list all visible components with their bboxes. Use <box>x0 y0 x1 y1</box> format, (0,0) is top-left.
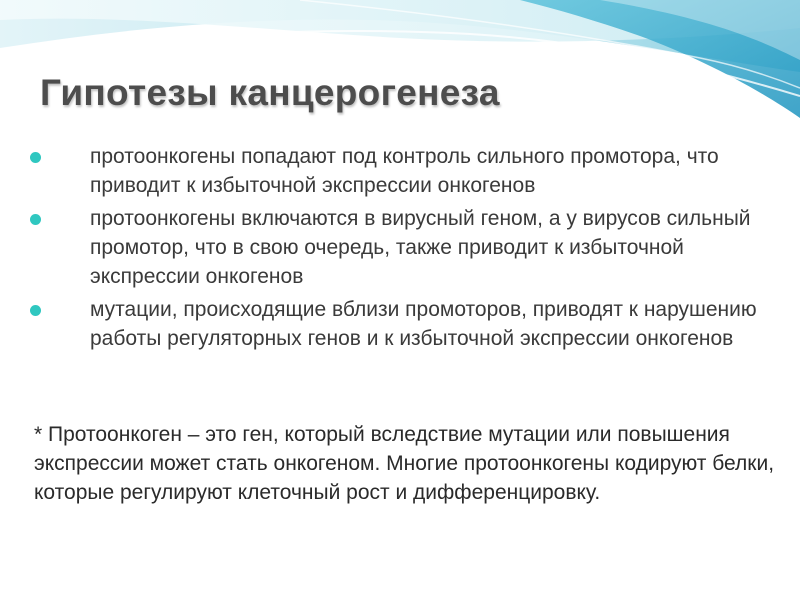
bullet-text: мутации, происходящие вблизи промоторов, приводят к нарушению работы регуляторных генов и к избыточной экспрессии онкогенов <box>90 298 757 350</box>
bullet-dot-icon <box>30 214 41 225</box>
bullet-item <box>30 295 780 353</box>
wave-background <box>0 0 800 140</box>
slide-title: Гипотезы канцерогенеза <box>40 72 500 113</box>
bullet-item <box>30 142 780 200</box>
bullet-item <box>30 204 780 291</box>
bullet-list <box>30 142 780 357</box>
footnote: * Протоонкоген – это ген, который вследствие мутации или повышения экспрессии может стать онкогеном. Многие протоонкогены кодируют белки, которые регулируют клеточный рост и дифференцировку. <box>34 423 775 504</box>
bullet-dot-icon <box>30 152 41 163</box>
bullet-text: протоонкогены попадают под контроль сильного промотора, что приводит к избыточной экспрессии онкогенов <box>90 145 719 197</box>
bullet-text: протоонкогены включаются в вирусный геном, а у вирусов сильный промотор, что в свою очередь, также приводит к избыточной экспрессии онкогенов <box>90 207 751 288</box>
bullet-dot-icon <box>30 305 41 316</box>
